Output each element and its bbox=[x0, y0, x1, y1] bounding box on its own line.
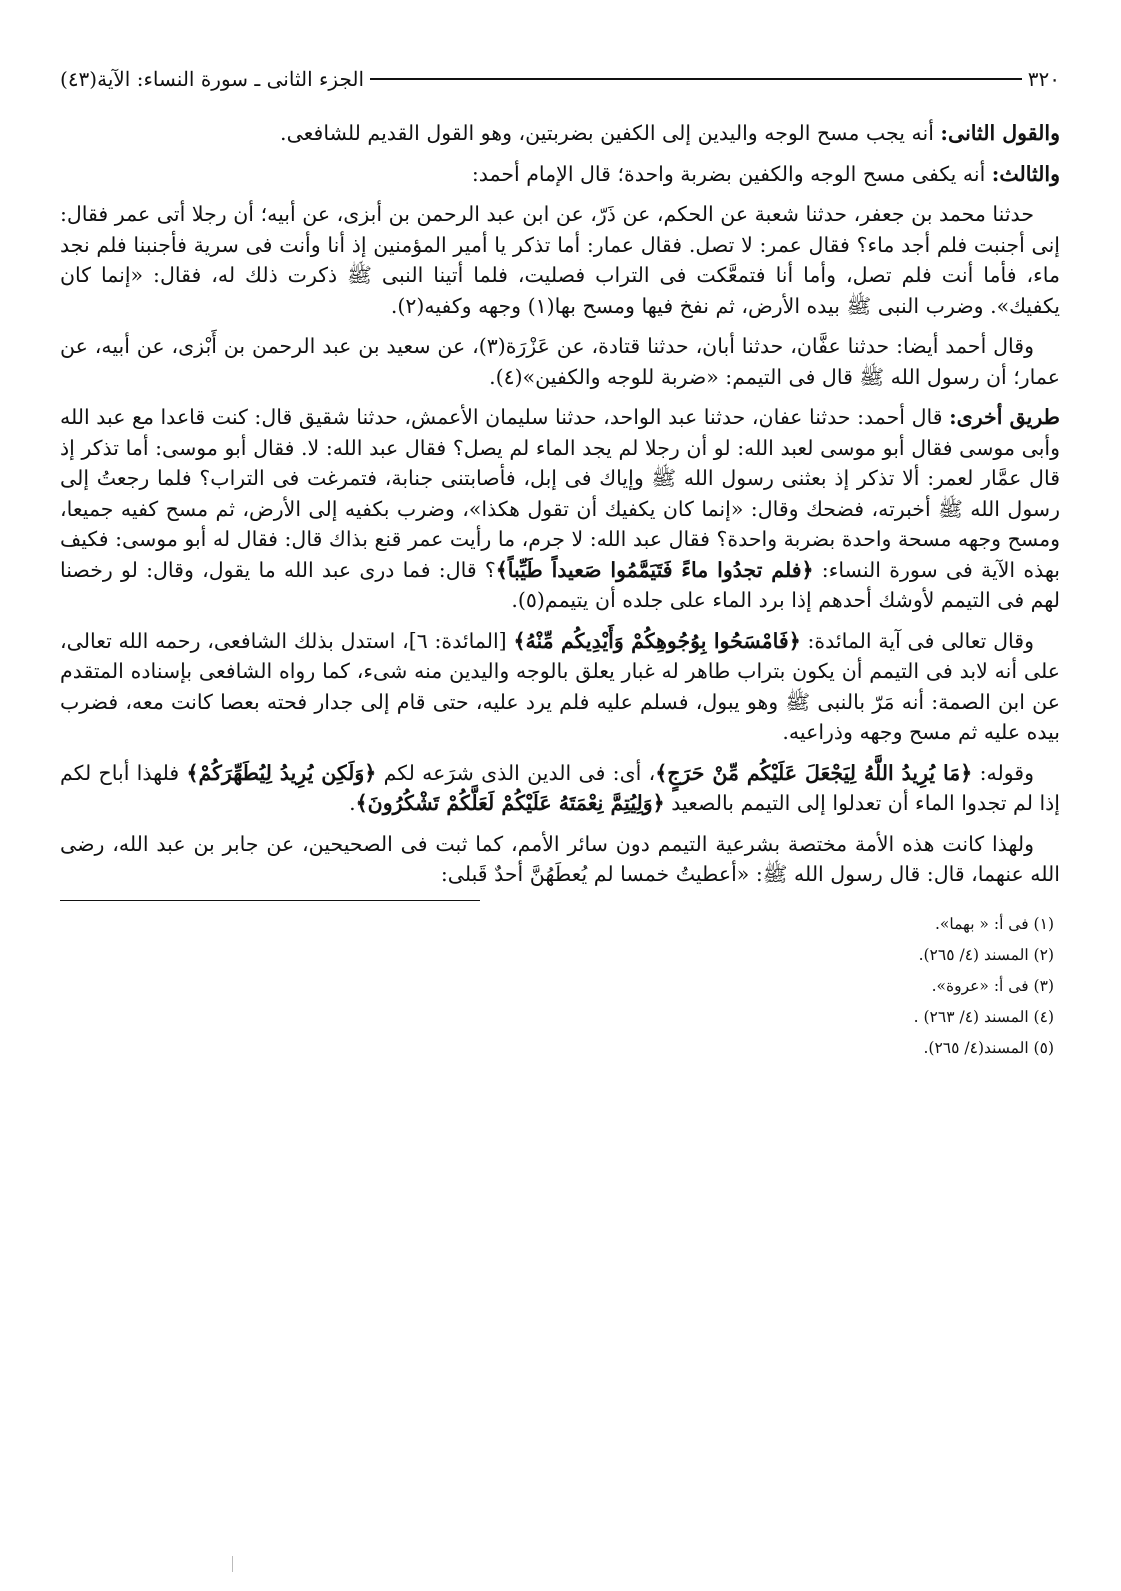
footnote: (١) فى أ: « بهما». bbox=[934, 914, 1054, 933]
paragraph bbox=[60, 829, 1060, 890]
quran-verse: ﴿مَا يُرِيدُ اللَّهُ لِيَجْعَلَ عَلَيْكُم مِّنْ حَرَجٍ﴾ bbox=[655, 760, 973, 785]
footnote: (٢) المسند (٤/ ٢٦٥). bbox=[918, 945, 1054, 964]
paragraph-lead: والقول الثانى: bbox=[940, 121, 1060, 145]
paragraph bbox=[60, 118, 1060, 149]
book-page bbox=[60, 60, 1060, 1064]
running-title: الجزء الثانى ـ سورة النساء: الآية(٤٣) bbox=[60, 67, 365, 91]
paragraph-text: . bbox=[349, 791, 356, 815]
page-number: ٣٢٠ bbox=[1027, 67, 1060, 91]
paragraph-text: أنه يكفى مسح الوجه والكفين بضربة واحدة؛ قال الإمام أحمد: bbox=[471, 161, 992, 186]
paragraph bbox=[60, 159, 1060, 190]
paragraph-text: أنه يجب مسح الوجه واليدين إلى الكفين بضربتين، وهو القول القديم للشافعى. bbox=[280, 121, 941, 145]
paragraph-text: ؟ قال: فما درى عبد الله ما يقول، وقال: لو رخصنا لهم فى التيمم لأوشك أحدهم إذا برد الماء على جلده أن يتيمم(٥). bbox=[60, 557, 1060, 612]
footnote: (٥) المسند(٤/ ٢٦٥). bbox=[923, 1038, 1054, 1057]
paragraph-text: ولهذا كانت هذه الأمة مختصة بشرعية التيمم دون سائر الأمم، كما ثبت فى الصحيحين، عن جابر بن عبد الله، رضى الله عنهما، قال: قال رسول الله ﷺ: «أعطيتُ خمسا لم يُعطَهُنَّ أحدٌ قَبلى: bbox=[60, 831, 1060, 886]
paragraph-lead: طريق أخرى: bbox=[949, 405, 1061, 429]
paragraph-text: وقال أحمد أيضا: حدثنا عفَّان، حدثنا أبان، حدثنا قتادة، عن عَزْرَة(٣)، عن سعيد بن عبد الرحمن بن أَبْزى، عن أبيه، عن عمار؛ أن رسول الله ﷺ قال فى التيمم: «ضربة للوجه والكفين»(٤). bbox=[60, 334, 1060, 389]
paragraph bbox=[60, 199, 1060, 321]
footnote: (٤) المسند (٤/ ٢٦٣) . bbox=[913, 1007, 1054, 1026]
footnotes bbox=[60, 909, 1060, 1064]
page-header bbox=[60, 60, 1060, 98]
quran-verse: ﴿وَلِيُتِمَّ نِعْمَتَهُ عَلَيْكُمْ لَعَلَّكُمْ تَشْكُرُونَ﴾ bbox=[355, 791, 665, 815]
paragraph-text: وقوله: bbox=[972, 760, 1034, 785]
paragraph-text: وقال تعالى فى آية المائدة: bbox=[800, 628, 1034, 653]
footnote: (٣) فى أ: «عروة». bbox=[931, 976, 1054, 995]
paragraph-text: حدثنا محمد بن جعفر، حدثنا شعبة عن الحكم، عن ذَرّ، عن ابن عبد الرحمن بن أبزى، عن أبيه؛ أن رجلا أتى عمر فقال: إنى أجنبت فلم أجد ماء؟ فقال عمر: لا تصل. فقال عمار: أما تذكر يا أمير المؤمنين إذ أنا وأنت فى سرية فأجنبنا فلم نجد ماء، فأما أنت فلم تصل، وأما أنا فتمعَّكت فى التراب فصليت، فلما أتينا النبى ﷺ ذكرت ذلك له، فقال: «إنما كان يكفيك». وضرب النبى ﷺ بيده الأرض، ثم نفخ فيها ومسح بها(١) وجهه وكفيه(٢). bbox=[60, 202, 1060, 318]
scan-mark bbox=[232, 1556, 233, 1572]
header-rule bbox=[370, 78, 1022, 80]
paragraph-text: ، أى: فى الدين الذى شرَعه لكم bbox=[376, 760, 656, 785]
paragraph bbox=[60, 758, 1060, 819]
quran-verse: ﴿فَامْسَحُوا بِوُجُوهِكُمْ وَأَيْدِيكُم مِّنْهُ﴾ bbox=[513, 628, 801, 653]
paragraph bbox=[60, 331, 1060, 392]
paragraph-text: فلهذا أباح لكم إذا لم تجدوا الماء أن تعدلوا إلى التيمم بالصعيد bbox=[60, 760, 1060, 815]
paragraph bbox=[60, 402, 1060, 616]
footnote-separator bbox=[60, 900, 480, 901]
paragraph-lead: والثالث: bbox=[991, 161, 1060, 186]
quran-verse: ﴿فلم تجدُوا ماءً فَتَيَمَّمُوا صَعيداً طَيِّباً﴾ bbox=[495, 557, 814, 582]
quran-verse: ﴿وَلَكِن يُرِيدُ لِيُطَهِّرَكُمْ﴾ bbox=[186, 760, 377, 785]
paragraph bbox=[60, 626, 1060, 748]
main-text bbox=[60, 118, 1060, 890]
paragraph-text: [المائدة: ٦]، استدل بذلك الشافعى، رحمه الله تعالى، على أنه لابد فى التيمم أن يكون بتراب طاهر له غبار يعلق بالوجه واليدين منه شىء، كما رواه الشافعى بإسناده المتقدم عن ابن الصمة: أنه مَرّ بالنبى ﷺ وهو يبول، فسلم عليه فلم يرد عليه، حتى قام إلى جدار فحته بعصا كانت معه، فضرب بيده عليه ثم مسح وجهه وذراعيه. bbox=[60, 628, 1060, 744]
paragraph-text: قال أحمد: حدثنا عفان، حدثنا عبد الواحد، حدثنا سليمان الأعمش، حدثنا شقيق قال: كنت قاعدا مع عبد الله وأبى موسى فقال أبو موسى لعبد الله: لو أن رجلا لم يجد الماء لم يصل؟ فقال عبد الله: لا. فقال أبو موسى: أما تذكر إذ قال عمَّار لعمر: ألا تذكر إذ بعثنى رسول الله ﷺ وإياك فى إبل، فأصابتنى جنابة، فتمرغت فى التراب؟ فلما رجعتُ إلى رسول الله ﷺ أخبرته، فضحك وقال: «إنما كان يكفيك أن تقول هكذا»، وضرب بكفيه إلى الأرض، ثم مسح كفيه جميعا، ومسح وجهه مسحة واحدة بضربة واحدة؟ فقال عبد الله: لا جرم، ما رأيت عمر قنع بذاك قال: فقال له أبو موسى: فكيف بهذه الآية فى سورة النساء: bbox=[60, 405, 1060, 582]
